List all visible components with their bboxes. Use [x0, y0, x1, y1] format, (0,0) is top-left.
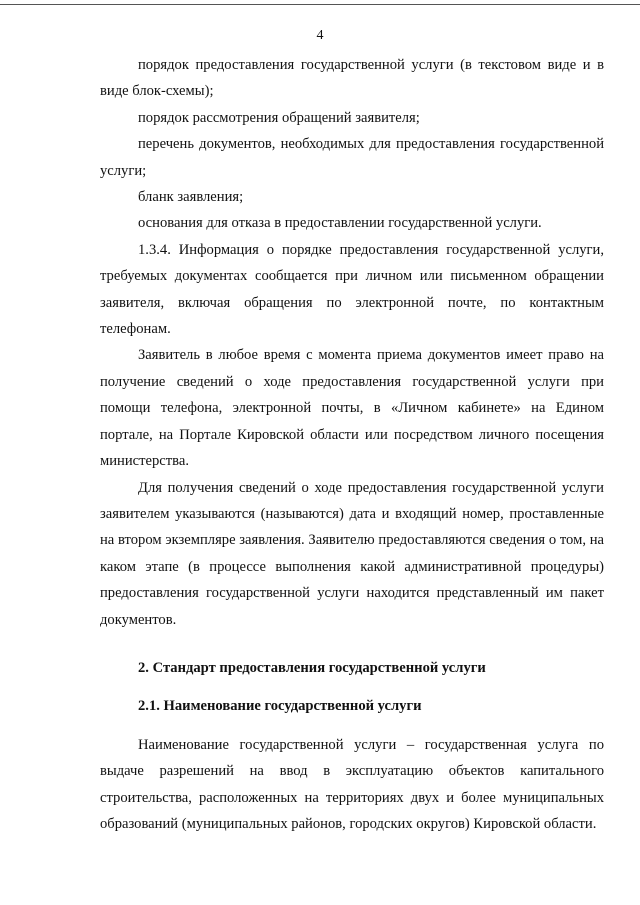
section-heading: 2. Стандарт предоставления государственной услуги: [138, 659, 486, 676]
paragraph-refusal-grounds: основания для отказа в предоставлении государственной услуги.: [138, 215, 542, 232]
paragraph-1-3-4: 1.3.4. Информация о порядке предоставления государственной услуги, требуемых документах сообщается при личном или письменном обращении заявителя, включая обращения по электронной почте, по контактным телефонам.: [100, 241, 604, 338]
subsection-heading: 2.1. Наименование государственной услуги: [138, 698, 422, 715]
top-rule: [0, 4, 640, 5]
paragraph-applicant-rights: Заявитель в любое время с момента приема документов имеет право на получение сведений о ходе предоставления государственной услуги при помощи телефона, электронной почты, в «Личном кабинете» на Едином портале, на Портале Кировской области или посредством личного посещения министерства.: [100, 347, 604, 470]
page-number: 4: [316, 28, 324, 43]
paragraph-service-name: Наименование государственной услуги – государственная услуга по выдаче разрешений на ввод в эксплуатацию объектов капитального строительства, расположенных на территориях двух и более муниципальных образований (муниципальных районов, городских округов) Кировской области.: [100, 736, 604, 832]
paragraph-procedure-order: порядок предоставления государственной услуги (в текстовом виде и в виде блок-схемы);: [100, 57, 604, 100]
paragraph-application-form: бланк заявления;: [138, 189, 244, 206]
paragraph-appeals-order: порядок рассмотрения обращений заявителя;: [138, 109, 420, 126]
document-body: [100, 52, 604, 837]
paragraph-status-info: Для получения сведений о ходе предоставления государственной услуги заявителем указываются (называются) дата и входящий номер, проставленные на втором экземпляре заявления. Заявителю предоставляются сведения о том, на каком этапе (в процессе выполнения какой административной процедуры) предоставления государственной услуги находится представленный им пакет документов.: [100, 479, 604, 628]
paragraph-documents-list: перечень документов, необходимых для предоставления государственной услуги;: [100, 136, 604, 179]
